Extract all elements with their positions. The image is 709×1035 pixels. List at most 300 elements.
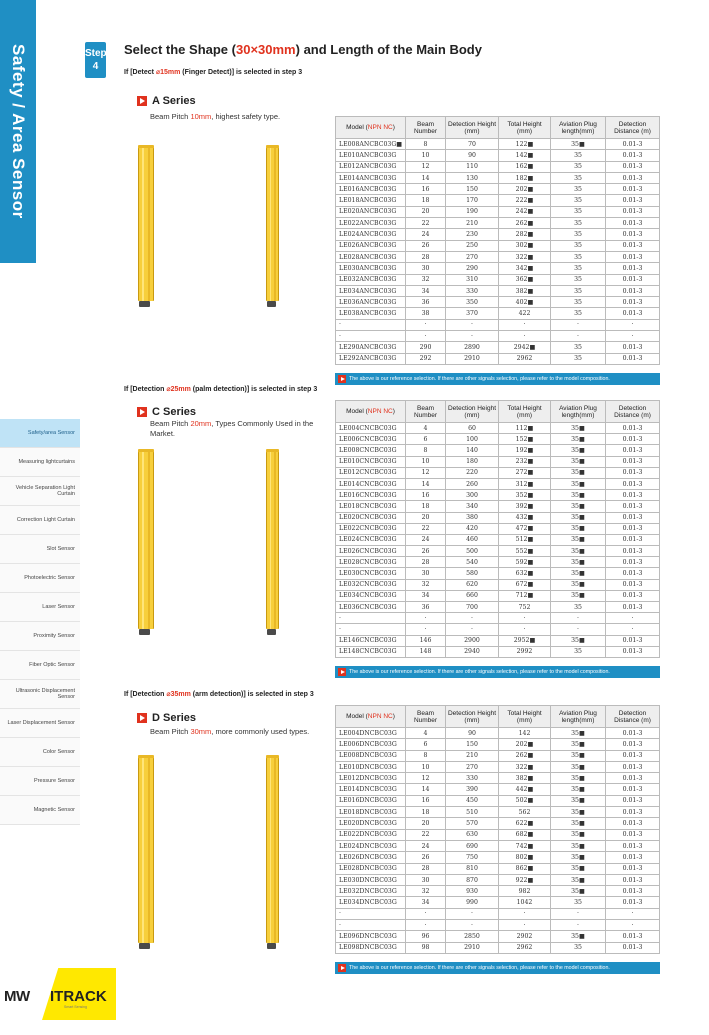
table-cell: ·	[606, 331, 660, 342]
table-cell: 0.01-3	[606, 635, 660, 646]
table-cell: 242■	[499, 206, 551, 217]
table-cell: 35■	[551, 434, 606, 445]
table-cell: 35	[551, 308, 606, 319]
table-cell: 35	[551, 150, 606, 161]
table-cell: 0.01-3	[606, 557, 660, 568]
table-row	[336, 274, 660, 285]
table-cell: LE020DNCBC03G	[336, 818, 406, 829]
series-description	[150, 727, 330, 737]
table-row	[336, 761, 660, 772]
table-cell: 98	[406, 942, 446, 953]
table-cell: 35	[551, 353, 606, 364]
table-cell: 18	[406, 501, 446, 512]
col-detection-height: Detection Height (mm)	[446, 401, 499, 423]
table-cell: 35■	[551, 568, 606, 579]
table-cell: LE012ANCBC03G	[336, 161, 406, 172]
table-cell: 0.01-3	[606, 795, 660, 806]
sidebar-item-ultrasonic-displacement-sensor[interactable]: Ultrasonic Displacement Sensor	[0, 680, 80, 709]
table-cell: 210	[446, 750, 499, 761]
table-cell: ·	[446, 319, 499, 330]
table-cell: ·	[336, 908, 406, 919]
table-cell: ·	[551, 613, 606, 624]
table-cell: 0.01-3	[606, 761, 660, 772]
table-cell: 552■	[499, 546, 551, 557]
side-banner-text: Safety / Area Sensor	[9, 44, 28, 219]
table-cell: 0.01-3	[606, 139, 660, 150]
table-cell: 180	[446, 456, 499, 467]
table-cell: LE014DNCBC03G	[336, 784, 406, 795]
table-cell: 2900	[446, 635, 499, 646]
table-cell: LE022CNCBC03G	[336, 523, 406, 534]
table-cell: LE024DNCBC03G	[336, 840, 406, 851]
condition-post: (palm detection)] is selected in step 3	[190, 386, 318, 393]
table-row	[336, 240, 660, 251]
table-cell: 442■	[499, 784, 551, 795]
table-cell: LE022DNCBC03G	[336, 829, 406, 840]
col-detection-distance: Detection Distance (m)	[606, 706, 660, 728]
table-cell: 0.01-3	[606, 728, 660, 739]
condition-post: (arm detection)] is selected in step 3	[190, 691, 314, 698]
sidebar-item-slot-sensor[interactable]: Slot Sensor	[0, 535, 80, 564]
table-cell: 30	[406, 263, 446, 274]
table-cell: 690	[446, 840, 499, 851]
table-cell: 0.01-3	[606, 523, 660, 534]
table-row	[336, 613, 660, 624]
table-row	[336, 172, 660, 183]
table-cell: 20	[406, 512, 446, 523]
table-header-row	[336, 117, 660, 139]
table-row	[336, 467, 660, 478]
sidebar-item-laser-sensor[interactable]: Laser Sensor	[0, 593, 80, 622]
table-cell: ·	[606, 319, 660, 330]
table-cell: 570	[446, 818, 499, 829]
table-cell: 30	[406, 568, 446, 579]
sidebar-item-fiber-optic-sensor[interactable]: Fiber Optic Sensor	[0, 651, 80, 680]
table-cell: 0.01-3	[606, 195, 660, 206]
table-cell: 90	[446, 150, 499, 161]
desc-pre: Beam Pitch	[150, 419, 191, 428]
table-cell: 382■	[499, 285, 551, 296]
table-cell: 14	[406, 478, 446, 489]
table-cell: ·	[446, 613, 499, 624]
table-cell: 35	[551, 229, 606, 240]
table-cell: 752	[499, 602, 551, 613]
table-row	[336, 218, 660, 229]
sidebar-item-magnetic-sensor[interactable]: Magnetic Sensor	[0, 796, 80, 825]
table-cell: LE028DNCBC03G	[336, 863, 406, 874]
table-row	[336, 624, 660, 635]
condition-pre: If [Detection	[124, 691, 167, 698]
table-cell: 35■	[551, 467, 606, 478]
table-cell: 96	[406, 931, 446, 942]
table-cell: ·	[499, 319, 551, 330]
table-cell: 450	[446, 795, 499, 806]
table-cell: LE034DNCBC03G	[336, 897, 406, 908]
table-cell: LE018DNCBC03G	[336, 807, 406, 818]
table-cell: ·	[446, 920, 499, 931]
col-detection-height: Detection Height (mm)	[446, 117, 499, 139]
table-row	[336, 423, 660, 434]
table-cell: LE026ANCBC03G	[336, 240, 406, 251]
table-cell: 30	[406, 874, 446, 885]
table-cell: 14	[406, 172, 446, 183]
light-curtain-side-image	[266, 452, 279, 637]
table-cell: LE036ANCBC03G	[336, 297, 406, 308]
table-cell: 35■	[551, 750, 606, 761]
table-cell: 192■	[499, 445, 551, 456]
table-cell: 18	[406, 195, 446, 206]
col-total-height: Total Height (mm)	[499, 706, 551, 728]
table-cell: 862■	[499, 863, 551, 874]
table-cell: ·	[606, 624, 660, 635]
table-cell: 322■	[499, 251, 551, 262]
table-cell: 260	[446, 478, 499, 489]
table-cell: 22	[406, 829, 446, 840]
table-cell: 262■	[499, 218, 551, 229]
table-cell: 140	[446, 445, 499, 456]
table-cell: ·	[336, 319, 406, 330]
table-row	[336, 942, 660, 953]
table-cell: LE024ANCBC03G	[336, 229, 406, 240]
table-cell: LE290ANCBC03G	[336, 342, 406, 353]
table-cell: 2992	[499, 646, 551, 657]
table-cell: 10	[406, 150, 446, 161]
table-row	[336, 534, 660, 545]
table-cell: 34	[406, 590, 446, 601]
table-cell: 90	[446, 728, 499, 739]
table-row	[336, 773, 660, 784]
table-cell: 35■	[551, 557, 606, 568]
table-cell: 0.01-3	[606, 739, 660, 750]
table-cell: 272■	[499, 467, 551, 478]
table-row	[336, 161, 660, 172]
table-cell: LE014ANCBC03G	[336, 172, 406, 183]
condition-highlight: ⌀25mm	[166, 386, 191, 393]
table-cell: 35■	[551, 739, 606, 750]
col-plug-length: Aviation Plug length(mm)	[551, 117, 606, 139]
sidebar-item-color-sensor[interactable]: Color Sensor	[0, 738, 80, 767]
table-cell: 340	[446, 501, 499, 512]
table-cell: 130	[446, 172, 499, 183]
table-cell: 632■	[499, 568, 551, 579]
table-cell: LE096DNCBC03G	[336, 931, 406, 942]
table-cell: 152■	[499, 434, 551, 445]
table-row	[336, 546, 660, 557]
table-cell: 35	[551, 297, 606, 308]
table-cell: 35■	[551, 490, 606, 501]
table-cell: 512■	[499, 534, 551, 545]
table-cell: 35■	[551, 931, 606, 942]
reference-note: The above is our reference selection. If there are other signals selection, please refer to the model composition.	[335, 666, 660, 678]
table-cell: 190	[446, 206, 499, 217]
table-cell: 32	[406, 274, 446, 285]
model-table	[335, 400, 660, 658]
table-cell: 150	[446, 739, 499, 750]
table-cell: LE012CNCBC03G	[336, 467, 406, 478]
table-cell: 4	[406, 423, 446, 434]
table-cell: 0.01-3	[606, 852, 660, 863]
table-cell: 0.01-3	[606, 445, 660, 456]
table-cell: 622■	[499, 818, 551, 829]
table-cell: 146	[406, 635, 446, 646]
table-cell: 202■	[499, 184, 551, 195]
table-cell: 422	[499, 308, 551, 319]
table-cell: 12	[406, 773, 446, 784]
table-cell: 182■	[499, 172, 551, 183]
play-arrow-icon	[137, 96, 147, 106]
table-cell: LE034CNCBC03G	[336, 590, 406, 601]
table-cell: 0.01-3	[606, 353, 660, 364]
table-row	[336, 342, 660, 353]
table-row	[336, 308, 660, 319]
table-row	[336, 150, 660, 161]
table-cell: 16	[406, 490, 446, 501]
table-row	[336, 728, 660, 739]
table-cell: 0.01-3	[606, 467, 660, 478]
table-cell: 14	[406, 784, 446, 795]
table-cell: 0.01-3	[606, 646, 660, 657]
table-cell: 802■	[499, 852, 551, 863]
table-cell: 210	[446, 218, 499, 229]
table-row	[336, 184, 660, 195]
table-cell: 35■	[551, 807, 606, 818]
table-cell: 0.01-3	[606, 150, 660, 161]
sidebar-item-vehicle-separation-light-curtain[interactable]: Vehicle Separation Light Curtain	[0, 477, 80, 506]
table-cell: ·	[336, 920, 406, 931]
table-cell: 0.01-3	[606, 297, 660, 308]
table-cell: 300	[446, 490, 499, 501]
table-cell: ·	[406, 920, 446, 931]
table-cell: 2942■	[499, 342, 551, 353]
table-cell: 35	[551, 172, 606, 183]
condition-pre: If [Detect	[124, 69, 156, 76]
table-cell: 35	[551, 263, 606, 274]
table-cell: 712■	[499, 590, 551, 601]
table-cell: 24	[406, 534, 446, 545]
table-cell: 2890	[446, 342, 499, 353]
table-cell: 22	[406, 218, 446, 229]
table-cell: 6	[406, 739, 446, 750]
table-cell: ·	[446, 908, 499, 919]
table-row	[336, 579, 660, 590]
table-cell: 420	[446, 523, 499, 534]
table-row	[336, 512, 660, 523]
table-cell: ·	[406, 908, 446, 919]
desc-highlight: 30mm	[190, 727, 212, 736]
sidebar-item-laser-displacement-sensor[interactable]: Laser Displacement Sensor	[0, 709, 80, 738]
table-cell: LE292ANCBC03G	[336, 353, 406, 364]
condition-highlight: ⌀15mm	[155, 69, 181, 76]
sidebar-item-photoelectric-sensor[interactable]: Photoelectric Sensor	[0, 564, 80, 593]
table-cell: 0.01-3	[606, 501, 660, 512]
logo-tagline: Smart Sensing	[64, 1005, 87, 1009]
table-cell: 12	[406, 467, 446, 478]
table-row	[336, 478, 660, 489]
table-row	[336, 602, 660, 613]
sidebar-item-proximity-sensor[interactable]: Proximity Sensor	[0, 622, 80, 651]
table-cell: 0.01-3	[606, 240, 660, 251]
table-cell: 28	[406, 557, 446, 568]
table-row	[336, 434, 660, 445]
table-cell: 930	[446, 886, 499, 897]
table-cell: LE008CNCBC03G	[336, 445, 406, 456]
table-cell: LE016DNCBC03G	[336, 795, 406, 806]
series-name: A Series	[152, 95, 196, 107]
table-cell: 35	[551, 251, 606, 262]
table-row	[336, 590, 660, 601]
table-cell: ·	[551, 908, 606, 919]
table-cell: 0.01-3	[606, 342, 660, 353]
table-cell: LE030CNCBC03G	[336, 568, 406, 579]
table-row	[336, 635, 660, 646]
table-cell: ·	[406, 319, 446, 330]
table-cell: 35	[551, 206, 606, 217]
table-cell: 362■	[499, 274, 551, 285]
series-title	[137, 95, 196, 107]
table-cell: ·	[606, 920, 660, 931]
table-cell: 2910	[446, 353, 499, 364]
table-cell: 35■	[551, 534, 606, 545]
table-cell: 112■	[499, 423, 551, 434]
table-cell: LE020CNCBC03G	[336, 512, 406, 523]
table-cell: 0.01-3	[606, 251, 660, 262]
table-cell: LE004CNCBC03G	[336, 423, 406, 434]
col-total-height: Total Height (mm)	[499, 401, 551, 423]
series-title	[137, 712, 196, 724]
table-cell: 35	[551, 218, 606, 229]
step-badge	[85, 42, 106, 78]
table-cell: 620	[446, 579, 499, 590]
step-number: 4	[92, 61, 99, 72]
table-row	[336, 908, 660, 919]
table-row	[336, 795, 660, 806]
table-cell: 232■	[499, 456, 551, 467]
table-cell: 0.01-3	[606, 590, 660, 601]
table-row	[336, 829, 660, 840]
table-cell: LE032DNCBC03G	[336, 886, 406, 897]
table-cell: 2902	[499, 931, 551, 942]
table-cell: 35■	[551, 874, 606, 885]
table-row	[336, 886, 660, 897]
table-cell: 270	[446, 761, 499, 772]
table-cell: ·	[499, 613, 551, 624]
title-pre: Select the Shape (	[124, 42, 236, 57]
table-cell: LE006DNCBC03G	[336, 739, 406, 750]
table-cell: 24	[406, 840, 446, 851]
table-cell: 2962	[499, 942, 551, 953]
table-cell: 342■	[499, 263, 551, 274]
table-cell: 26	[406, 546, 446, 557]
table-cell: ·	[551, 920, 606, 931]
table-cell: LE024CNCBC03G	[336, 534, 406, 545]
table-cell: 6	[406, 434, 446, 445]
table-cell: 35	[551, 274, 606, 285]
title-post: ) and Length of the Main Body	[295, 42, 482, 57]
table-cell: 35■	[551, 784, 606, 795]
table-cell: 0.01-3	[606, 579, 660, 590]
table-cell: ·	[499, 624, 551, 635]
table-row	[336, 557, 660, 568]
condition-pre: If [Detection	[124, 386, 167, 393]
series-description	[150, 419, 330, 439]
table-cell: LE028ANCBC03G	[336, 251, 406, 262]
table-cell: LE016CNCBC03G	[336, 490, 406, 501]
table-cell: ·	[499, 331, 551, 342]
table-cell: ·	[406, 331, 446, 342]
table-cell: 500	[446, 546, 499, 557]
table-cell: 35■	[551, 501, 606, 512]
reference-note: The above is our reference selection. If there are other signals selection, please refer to the model composition.	[335, 962, 660, 974]
table-row	[336, 229, 660, 240]
table-cell: 35■	[551, 818, 606, 829]
table-cell: 35■	[551, 423, 606, 434]
table-cell: 302■	[499, 240, 551, 251]
table-cell: 35■	[551, 795, 606, 806]
table-cell: ·	[406, 624, 446, 635]
table-cell: 750	[446, 852, 499, 863]
table-cell: 22	[406, 523, 446, 534]
light-curtain-front-image	[138, 758, 154, 951]
desc-post: , more commonly used types.	[211, 727, 310, 736]
table-cell: 32	[406, 579, 446, 590]
table-cell: 922■	[499, 874, 551, 885]
desc-pre: Beam Pitch	[150, 112, 191, 121]
table-cell: LE010CNCBC03G	[336, 456, 406, 467]
table-cell: ·	[406, 613, 446, 624]
table-cell: 0.01-3	[606, 546, 660, 557]
table-cell: 35	[551, 240, 606, 251]
play-arrow-icon	[137, 407, 147, 417]
table-cell: LE006CNCBC03G	[336, 434, 406, 445]
table-cell: 290	[406, 342, 446, 353]
table-row	[336, 807, 660, 818]
table-cell: ·	[499, 920, 551, 931]
table-cell: 580	[446, 568, 499, 579]
table-cell: ·	[336, 613, 406, 624]
table-cell: 35■	[551, 445, 606, 456]
table-cell: 35■	[551, 590, 606, 601]
sidebar-item-measuring-lightcurtains[interactable]: Measuring lightcurtains	[0, 448, 80, 477]
table-row	[336, 490, 660, 501]
table-cell: 150	[446, 184, 499, 195]
desc-highlight: 10mm	[190, 112, 212, 121]
table-row	[336, 285, 660, 296]
table-cell: LE012DNCBC03G	[336, 773, 406, 784]
table-cell: LE014CNCBC03G	[336, 478, 406, 489]
table-cell: LE026DNCBC03G	[336, 852, 406, 863]
sidebar-item-safety-area-sensor[interactable]: Safety/area Sensor	[0, 419, 80, 448]
table-cell: LE032ANCBC03G	[336, 274, 406, 285]
table-cell: 432■	[499, 512, 551, 523]
table-cell: 270	[446, 251, 499, 262]
col-model: Model (NPN NC)	[336, 706, 406, 728]
sidebar-item-pressure-sensor[interactable]: Pressure Sensor	[0, 767, 80, 796]
table-cell: 292	[406, 353, 446, 364]
table-row	[336, 263, 660, 274]
table-cell: 0.01-3	[606, 750, 660, 761]
table-cell: 70	[446, 139, 499, 150]
table-cell: 35	[551, 646, 606, 657]
col-total-height: Total Height (mm)	[499, 117, 551, 139]
table-cell: 0.01-3	[606, 161, 660, 172]
table-cell: 310	[446, 274, 499, 285]
sidebar-item-correction-light-curtain[interactable]: Correction Light Curtain	[0, 506, 80, 535]
table-cell: ·	[551, 319, 606, 330]
table-row	[336, 931, 660, 942]
table-cell: 0.01-3	[606, 897, 660, 908]
table-cell: LE026CNCBC03G	[336, 546, 406, 557]
table-cell: LE032CNCBC03G	[336, 579, 406, 590]
